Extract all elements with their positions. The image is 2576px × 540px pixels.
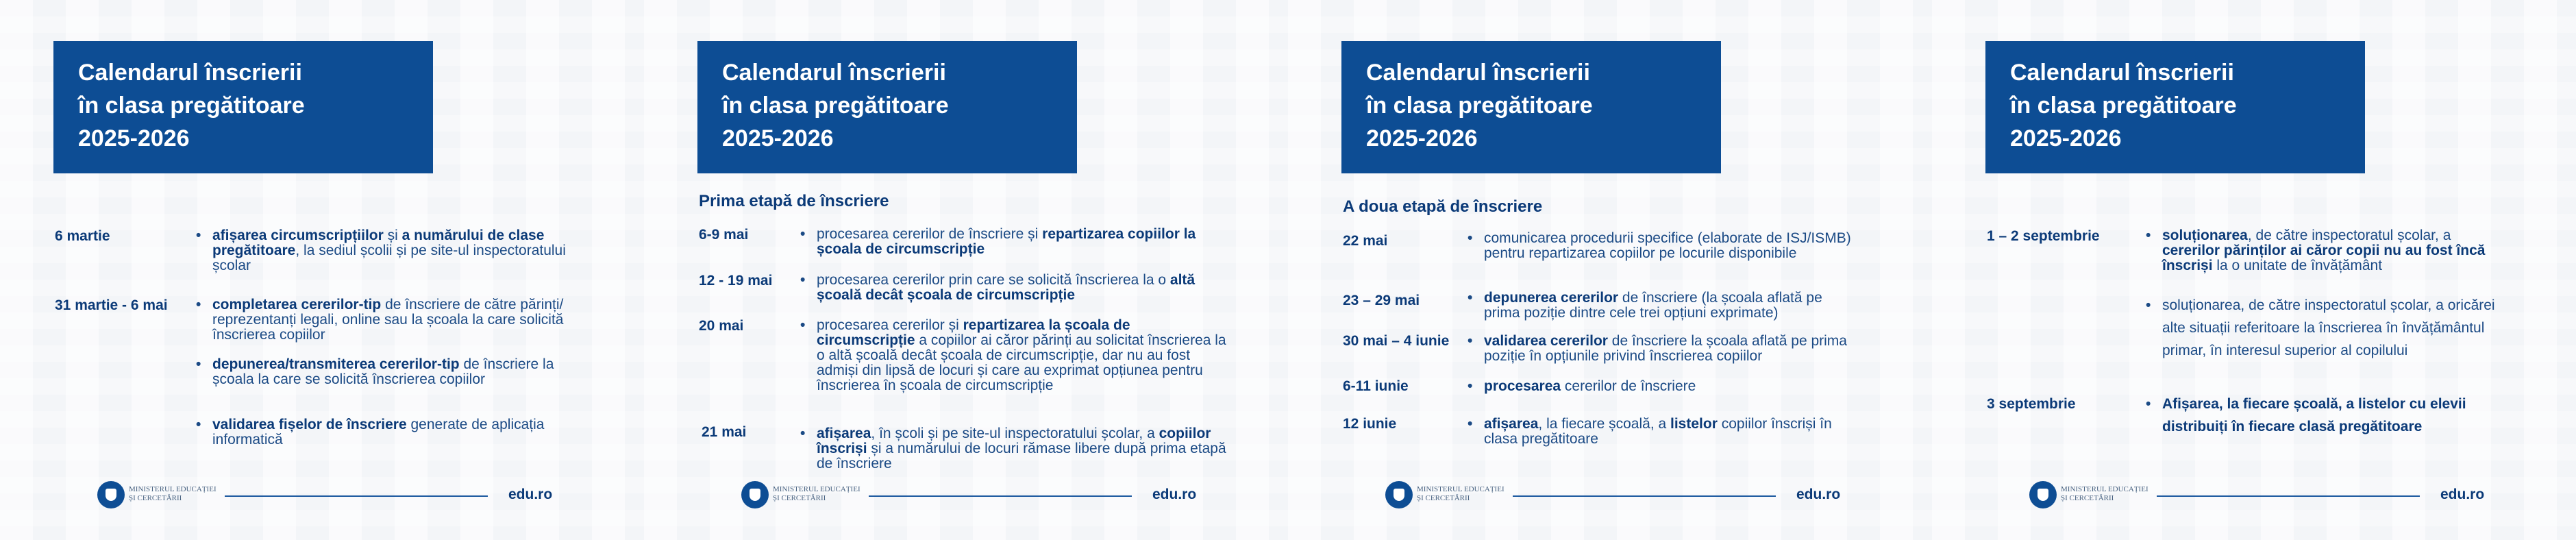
footer	[741, 480, 1197, 510]
schedule-item: • depunerea/transmiterea cererilor-tip de înscriere la școala la care se solicită înscrierea copiilor	[196, 357, 566, 387]
ministry-logo-text: MINISTERUL EDUCAȚIEI ȘI CERCETĂRII	[2061, 485, 2148, 502]
title-line-3: 2025-2026	[1366, 125, 1478, 151]
stage-heading: Prima etapă de înscriere	[699, 192, 889, 210]
date-label: 31 martie - 6 mai	[55, 297, 168, 313]
date-label: 12 - 19 mai	[699, 273, 773, 289]
ministry-crest-icon	[741, 481, 769, 508]
date-label: 20 mai	[699, 318, 744, 334]
date-label: 21 mai	[702, 424, 747, 440]
ministry-logo-text: MINISTERUL EDUCAȚIEI ȘI CERCETĂRII	[1417, 485, 1504, 502]
date-label: 3 septembrie	[1987, 396, 2076, 412]
title-line-3: 2025-2026	[2010, 125, 2122, 151]
date-label: 6-9 mai	[699, 227, 749, 243]
ministry-logo-text: MINISTERUL EDUCAȚIEI ȘI CERCETĂRII	[773, 485, 860, 502]
footer	[2029, 480, 2485, 510]
title-box	[1985, 41, 2365, 173]
ministry-logo-text: MINISTERUL EDUCAȚIEI ȘI CERCETĂRII	[129, 485, 216, 502]
ministry-crest-icon	[1385, 481, 1413, 508]
ministry-crest-icon	[2029, 481, 2057, 508]
title-line-2: în clasa pregătitoare	[2010, 93, 2237, 119]
date-label: 12 iunie	[1343, 416, 1397, 432]
slide-4	[1932, 0, 2576, 540]
slide-2	[644, 0, 1288, 540]
ministry-crest-icon	[97, 481, 125, 508]
website-link[interactable]: edu.ro	[508, 487, 553, 502]
footer-divider	[2157, 495, 2420, 497]
schedule-item: • procesarea cererilor prin care se solicită înscrierea la o altă școală decât școala de circumscripție	[800, 273, 1232, 303]
title-line-1: Calendarul înscrierii	[1366, 60, 1590, 86]
schedule-item: • completarea cererilor-tip de înscriere de către părinți/ reprezentanți legali, online sau la școala la care solicită înscrierea copiilor	[196, 297, 566, 343]
title-line-2: în clasa pregătitoare	[1366, 93, 1593, 119]
schedule-item: • validarea cererilor de înscriere la școala aflată pe prima poziție în opțiunile privind înscrierea copiilor	[1467, 334, 1851, 364]
slide-1	[0, 0, 644, 540]
schedule-item: • validarea fișelor de înscriere generate de aplicația informatică	[196, 417, 566, 447]
stage-heading: A doua etapă de înscriere	[1343, 197, 1543, 216]
title-line-2: în clasa pregătitoare	[722, 93, 949, 119]
website-link[interactable]: edu.ro	[2440, 487, 2485, 502]
date-label: 22 mai	[1343, 233, 1388, 249]
date-label: 6 martie	[55, 228, 110, 244]
title-line-3: 2025-2026	[722, 125, 834, 151]
schedule-item: • afișarea circumscripțiilor și a numărului de clase pregătitoare, la sediul școlii și pe site-ul inspectoratului școlar	[196, 228, 566, 273]
schedule-item: • soluționarea, de către inspectoratul școlar, a cererilor părinților ai căror copii nu au fost încă înscriși la o unitate de învățământ	[2146, 228, 2502, 273]
title-box	[1341, 41, 1721, 173]
date-label: 23 – 29 mai	[1343, 293, 1420, 308]
title-line-2: în clasa pregătitoare	[78, 93, 305, 119]
schedule-item: • procesarea cererilor și repartizarea la școala de circumscripție a copiilor ai căror părinți au solicitat înscrierea la o altă școală decât școala de circumscripție, dar nu au fost admiși din lipsă de locuri și care au exprimat opțiunea pentru înscrierea în școala de circumscripție	[800, 318, 1232, 393]
title-line-1: Calendarul înscrierii	[722, 60, 946, 86]
schedule-item: • afișarea, la fiecare școală, a listelor copiilor înscriși în clasa pregătitoare	[1467, 417, 1851, 447]
schedule-item: • procesarea cererilor de înscriere și repartizarea copiilor la școala de circumscripție	[800, 227, 1232, 257]
footer	[1385, 480, 1841, 510]
footer-divider	[225, 495, 488, 497]
date-label: 30 mai – 4 iunie	[1343, 333, 1450, 349]
slide-3	[1288, 0, 1932, 540]
website-link[interactable]: edu.ro	[1152, 487, 1197, 502]
schedule-item: • comunicarea procedurii specifice (elaborate de ISJ/ISMB) pentru repartizarea copiilor pe locurile disponibile	[1467, 231, 1851, 261]
website-link[interactable]: edu.ro	[1796, 487, 1841, 502]
title-box	[697, 41, 1077, 173]
footer-divider	[1513, 495, 1776, 497]
title-box	[53, 41, 433, 173]
date-label: 6-11 iunie	[1343, 378, 1409, 394]
title-line-1: Calendarul înscrierii	[2010, 60, 2234, 86]
footer	[97, 480, 553, 510]
schedule-item: • procesarea cererilor de înscriere	[1467, 379, 1851, 394]
title-line-1: Calendarul înscrierii	[78, 60, 302, 86]
schedule-item: • soluționarea, de către inspectoratul școlar, a oricărei alte situații referitoare la înscrierea în învățământul primar, în interesul superior al copilului	[2146, 294, 2502, 362]
title-line-3: 2025-2026	[78, 125, 190, 151]
schedule-item: • afișarea, în școli și pe site-ul inspectoratului școlar, a copiilor înscriși și a numărului de locuri rămase libere după prima etapă de înscriere	[800, 426, 1232, 471]
schedule-item: • depunerea cererilor de înscriere (la școala aflată pe prima poziție dintre cele trei opțiuni exprimate)	[1467, 291, 1851, 321]
date-label: 1 – 2 septembrie	[1987, 228, 2100, 244]
footer-divider	[869, 495, 1132, 497]
schedule-item: • Afișarea, la fiecare școală, a listelor cu elevii distribuiți în fiecare clasă pregătitoare	[2146, 393, 2502, 438]
